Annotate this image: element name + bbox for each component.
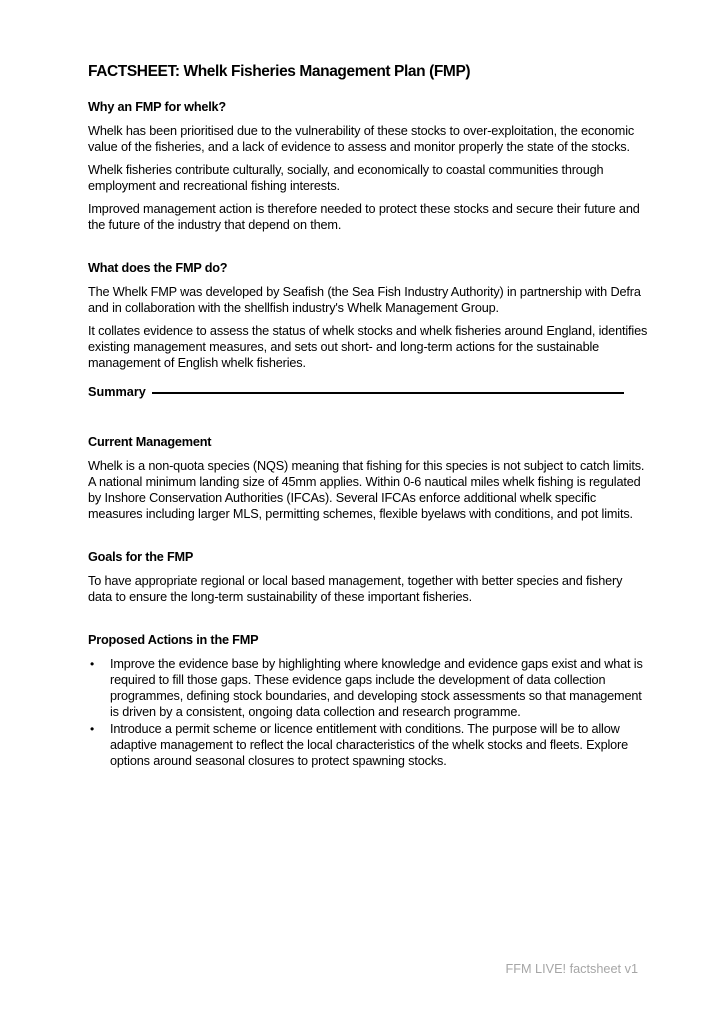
paragraph: It collates evidence to assess the status of whelk stocks and whelk fisheries around England, identifies existing management measures, and sets out short- and long-term actions for the sustainable management of English whelk fisheries. bbox=[88, 324, 648, 370]
document-title: FACTSHEET: Whelk Fisheries Management Plan (FMP) bbox=[88, 63, 471, 80]
summary-rule bbox=[152, 392, 624, 394]
summary-divider bbox=[88, 385, 648, 399]
section-proposed-actions bbox=[88, 632, 648, 769]
paragraph: Improved management action is therefore needed to protect these stocks and secure their future and the future of the industry that depend on them. bbox=[88, 202, 640, 232]
section-heading-actions: Proposed Actions in the FMP bbox=[88, 633, 259, 647]
list-item bbox=[88, 721, 648, 769]
section-heading-current: Current Management bbox=[88, 435, 212, 449]
factsheet-page bbox=[88, 62, 648, 796]
bullet-icon: • bbox=[90, 657, 95, 671]
paragraph: Whelk is a non-quota species (NQS) meaning that fishing for this species is not subject to catch limits. A national minimum landing size of 45mm applies. Within 0-6 nautical miles whelk fishing is regulated by Inshore Conservation Authorities (IFCAs). Several IFCAs enforce additional whelk specific measures including larger MLS, permitting schemes, flexible byelaws with conditions, and pot limits. bbox=[88, 459, 645, 521]
list-item-text: Improve the evidence base by highlighting where knowledge and evidence gaps exist and what is required to fill those gaps. These evidence gaps include the development of data collection programmes, defining stock boundaries, and developing stock assessments so that management is driven by a consistent, ongoing data collection and research programme. bbox=[110, 657, 643, 719]
section-why bbox=[88, 99, 648, 233]
list-item bbox=[88, 656, 648, 720]
section-what bbox=[88, 260, 648, 371]
footer-label: FFM LIVE! factsheet v1 bbox=[505, 962, 638, 976]
section-heading-why: Why an FMP for whelk? bbox=[88, 100, 226, 114]
paragraph: Whelk has been prioritised due to the vulnerability of these stocks to over-exploitation, the economic value of the fisheries, and a lack of evidence to assess and monitor properly the state of the stocks. bbox=[88, 124, 635, 154]
paragraph: To have appropriate regional or local based management, together with better species and fishery data to ensure the long-term sustainability of these important fisheries. bbox=[88, 574, 623, 604]
bullet-icon: • bbox=[90, 722, 95, 736]
paragraph: Whelk fisheries contribute culturally, socially, and economically to coastal communities through employment and recreational fishing interests. bbox=[88, 163, 604, 193]
summary-label: Summary bbox=[88, 385, 146, 399]
paragraph: The Whelk FMP was developed by Seafish (the Sea Fish Industry Authority) in partnership with Defra and in collaboration with the shellfish industry's Whelk Management Group. bbox=[88, 285, 641, 315]
actions-list bbox=[88, 656, 648, 769]
list-item-text: Introduce a permit scheme or licence entitlement with conditions. The purpose will be to allow adaptive management to reflect the local characteristics of the whelk stocks and fleets. Explore options around seasonal closures to protect spawning stocks. bbox=[110, 722, 629, 768]
section-goals bbox=[88, 549, 648, 605]
section-heading-goals: Goals for the FMP bbox=[88, 550, 194, 564]
section-current-management bbox=[88, 434, 648, 522]
section-heading-what: What does the FMP do? bbox=[88, 261, 228, 275]
